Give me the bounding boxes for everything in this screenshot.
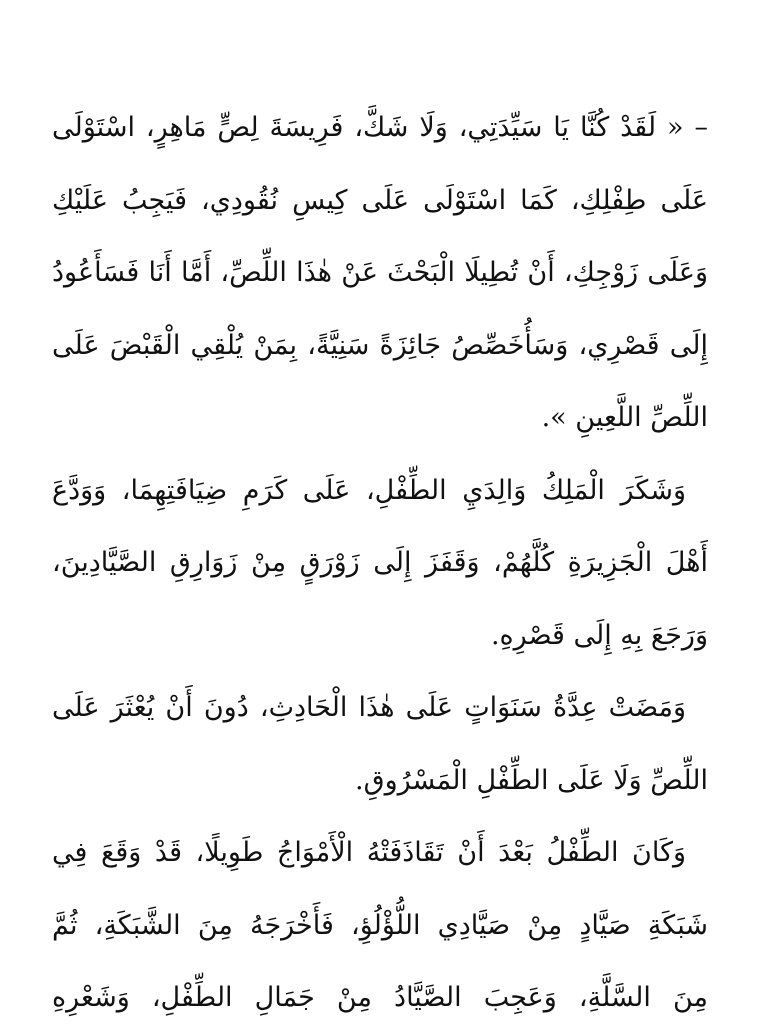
text-line-5: اللِّصِّ اللَّعِينِ ». (541, 402, 708, 433)
text-line-11: وَكَانَ الطِّفْلُ بَعْدَ أَنْ تَقَاذَفَتْهُ الْأَمْوَاجُ طَوِيلًا، قَدْ وَقَعَ فِي (52, 837, 686, 868)
text-line-6: وَشَكَرَ الْمَلِكُ وَالِدَيِ الطِّفْلِ، عَلَى كَرَمِ ضِيَافَتِهِمَا، وَوَدَّعَ (52, 474, 686, 506)
text-line-4: إِلَى قَصْرِي، وَسَأُخَصِّصُ جَائِزَةً سَنِيَّةً، بِمَنْ يُلْقِي الْقَبْضَ عَلَى (52, 329, 708, 361)
arabic-text-body (52, 92, 708, 1035)
text-line-12: شَبَكَةِ صَيَّادٍ مِنْ صَيَّادِي اللُّؤْلُؤِ، فَأَخْرَجَهُ مِنَ الشَّبَكَةِ، ثُمَّ (52, 909, 708, 941)
text-line-10: اللِّصِّ وَلَا عَلَى الطِّفْلِ الْمَسْرُوقِ. (355, 764, 708, 796)
text-line-7: أَهْلَ الْجَزِيرَةِ كُلَّهُمْ، وَقَفَزَ إِلَى زَوْرَقٍ مِنْ زَوَارِقِ الصَّيَّادِينَ، (52, 547, 708, 578)
text-line-8: وَرَجَعَ بِهِ إِلَى قَصْرِهِ. (490, 619, 708, 651)
text-line-2: عَلَى طِفْلِكِ، كَمَا اسْتَوْلَى عَلَى كِيسِ نُقُودِي، فَيَجِبُ عَلَيْكِ (52, 184, 708, 216)
text-line-9: وَمَضَتْ عِدَّةُ سَنَوَاتٍ عَلَى هٰذَا الْحَادِثِ، دُونَ أَنْ يُعْثَرَ عَلَى (52, 692, 686, 723)
text-line-3: وَعَلَى زَوْجِكِ، أَنْ تُطِيلَا الْبَحْثَ عَنْ هٰذَا اللِّصِّ، أَمَّا أَنَا فَسَأَعُودُ (52, 257, 708, 288)
text-line-13: مِنَ السَّلَّةِ، وَعَجِبَ الصَّيَّادُ مِنْ جَمَالِ الطِّفْلِ، وَشَعْرِهِ (52, 982, 708, 1013)
text-line-1: – « لَقَدْ كُنَّا يَا سَيِّدَتِي، وَلَا شَكَّ، فَرِيسَةَ لِصٍّ مَاهِرٍ، اسْتَوْلَى (52, 112, 708, 143)
